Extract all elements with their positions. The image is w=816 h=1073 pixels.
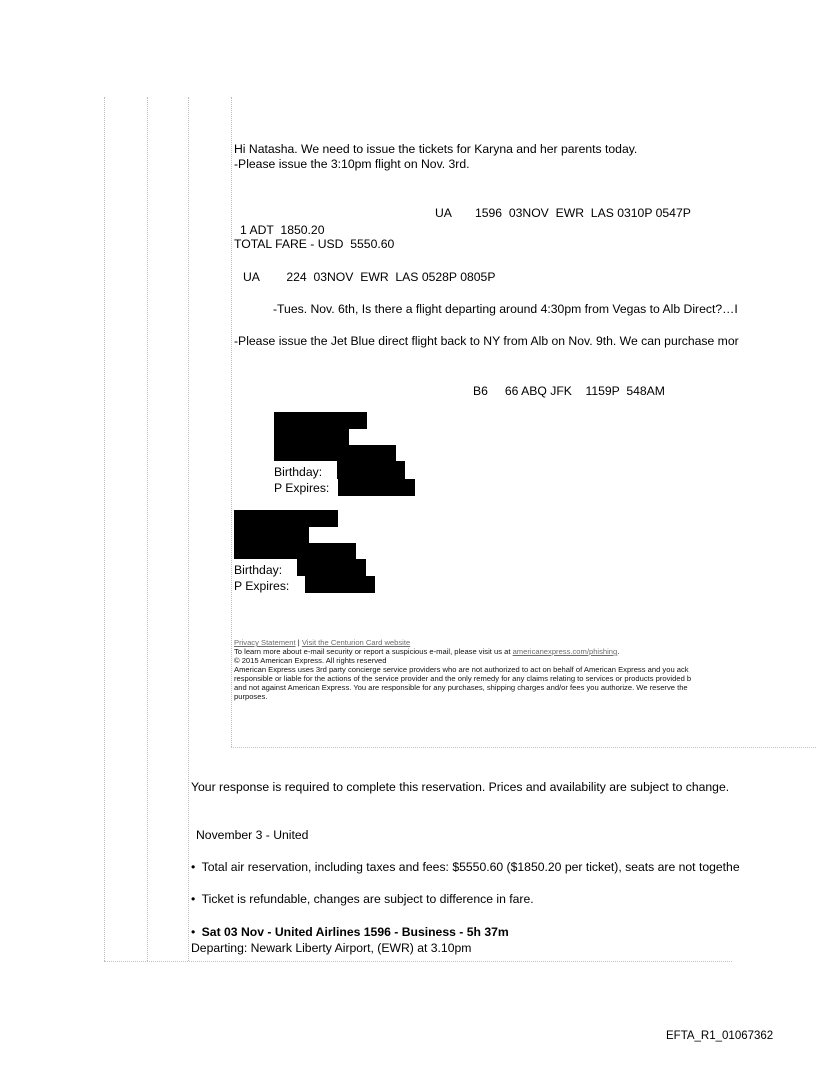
bullet-total (191, 860, 740, 875)
centurion-website-link[interactable]: Visit the Centurion Card website (301, 638, 411, 647)
legal-line-4: purposes. (234, 692, 268, 701)
phishing-text: To learn more about e-mail security or report a suspicious e-mail, please visit us at (234, 647, 511, 656)
footer-separator: | (297, 638, 300, 647)
phishing-notice (234, 647, 619, 656)
table-bottom-border (104, 961, 732, 962)
redaction-block (274, 445, 396, 461)
legal-line-3: and not against American Express. You are responsible for any purchases, shipping charges and/or fees you authorize. We reserve the (234, 683, 688, 692)
date-header: November 3 - United (196, 828, 309, 842)
redaction-block (274, 429, 349, 445)
bullet-marker: • (191, 892, 196, 906)
refund-text: Ticket is refundable, changes are subject to difference in fare. (201, 892, 534, 906)
bullet-flight (191, 925, 509, 940)
legal-line-1: American Express uses 3rd party concierge service providers who are not authorized to act on behalf of American Express and you ack (234, 665, 689, 674)
total-fare: TOTAL FARE - USD 5550.60 (234, 237, 395, 251)
flight-summary: Sat 03 Nov - United Airlines 1596 - Business - 5h 37m (201, 925, 509, 939)
privacy-statement-link[interactable]: Privacy Statement (234, 638, 296, 647)
response-required: Your response is required to complete this reservation. Prices and availability are subject to change. (191, 780, 730, 794)
fare-line: 1 ADT 1850.20 (240, 223, 325, 237)
redaction-block (337, 461, 405, 479)
birthday-label: Birthday: (274, 465, 323, 479)
bullet-marker: • (191, 925, 196, 939)
total-text: Total air reservation, including taxes and fees: $5550.60 ($1850.20 per ticket), seats are not togethe (201, 860, 740, 874)
passport-expires-label: P Expires: (274, 481, 330, 495)
phishing-period: . (617, 647, 620, 656)
bullet-marker: • (191, 860, 196, 874)
column-divider (188, 97, 189, 961)
flight-ua1596: UA 1596 03NOV EWR LAS 0310P 0547P (435, 206, 691, 220)
greeting-line: Hi Natasha. We need to issue the tickets for Karyna and her parents today. (234, 142, 638, 156)
email-frame-left (231, 97, 232, 747)
redaction-block (305, 576, 375, 593)
flight-b6: B6 66 ABQ JFK 1159P 548AM (473, 384, 665, 398)
redaction-block (234, 543, 356, 559)
issue-310-line: -Please issue the 3:10pm flight on Nov. 3rd. (234, 157, 470, 171)
bullet-refund (191, 892, 534, 907)
column-divider (147, 97, 148, 961)
redaction-block (338, 479, 415, 496)
email-frame-bottom (231, 747, 816, 748)
redaction-block (234, 527, 309, 543)
tues-question: -Tues. Nov. 6th, Is there a flight departing around 4:30pm from Vegas to Alb Direct?…I (273, 302, 738, 316)
document-id: EFTA_R1_01067362 (666, 1030, 774, 1042)
redaction-block (234, 510, 338, 527)
passport-expires-label: P Expires: (234, 579, 290, 593)
copyright-line: © 2015 American Express. All rights reserved (234, 656, 387, 665)
redaction-block (297, 559, 366, 576)
departing-line: Departing: Newark Liberty Airport, (EWR) at 3.10pm (191, 941, 472, 955)
flight-ua224: UA 224 03NOV EWR LAS 0528P 0805P (243, 270, 496, 284)
redaction-block (274, 412, 367, 429)
jetblue-request: -Please issue the Jet Blue direct flight back to NY from Alb on Nov. 9th. We can purchase mor (234, 334, 739, 348)
column-divider (104, 97, 105, 961)
footer-links (234, 638, 410, 647)
phishing-link[interactable]: americanexpress.com/phishing (512, 647, 618, 656)
legal-line-2: responsible or liable for the actions of the service provider and the only remedy for any claims relating to services or products provided b (234, 674, 692, 683)
birthday-label: Birthday: (234, 563, 283, 577)
